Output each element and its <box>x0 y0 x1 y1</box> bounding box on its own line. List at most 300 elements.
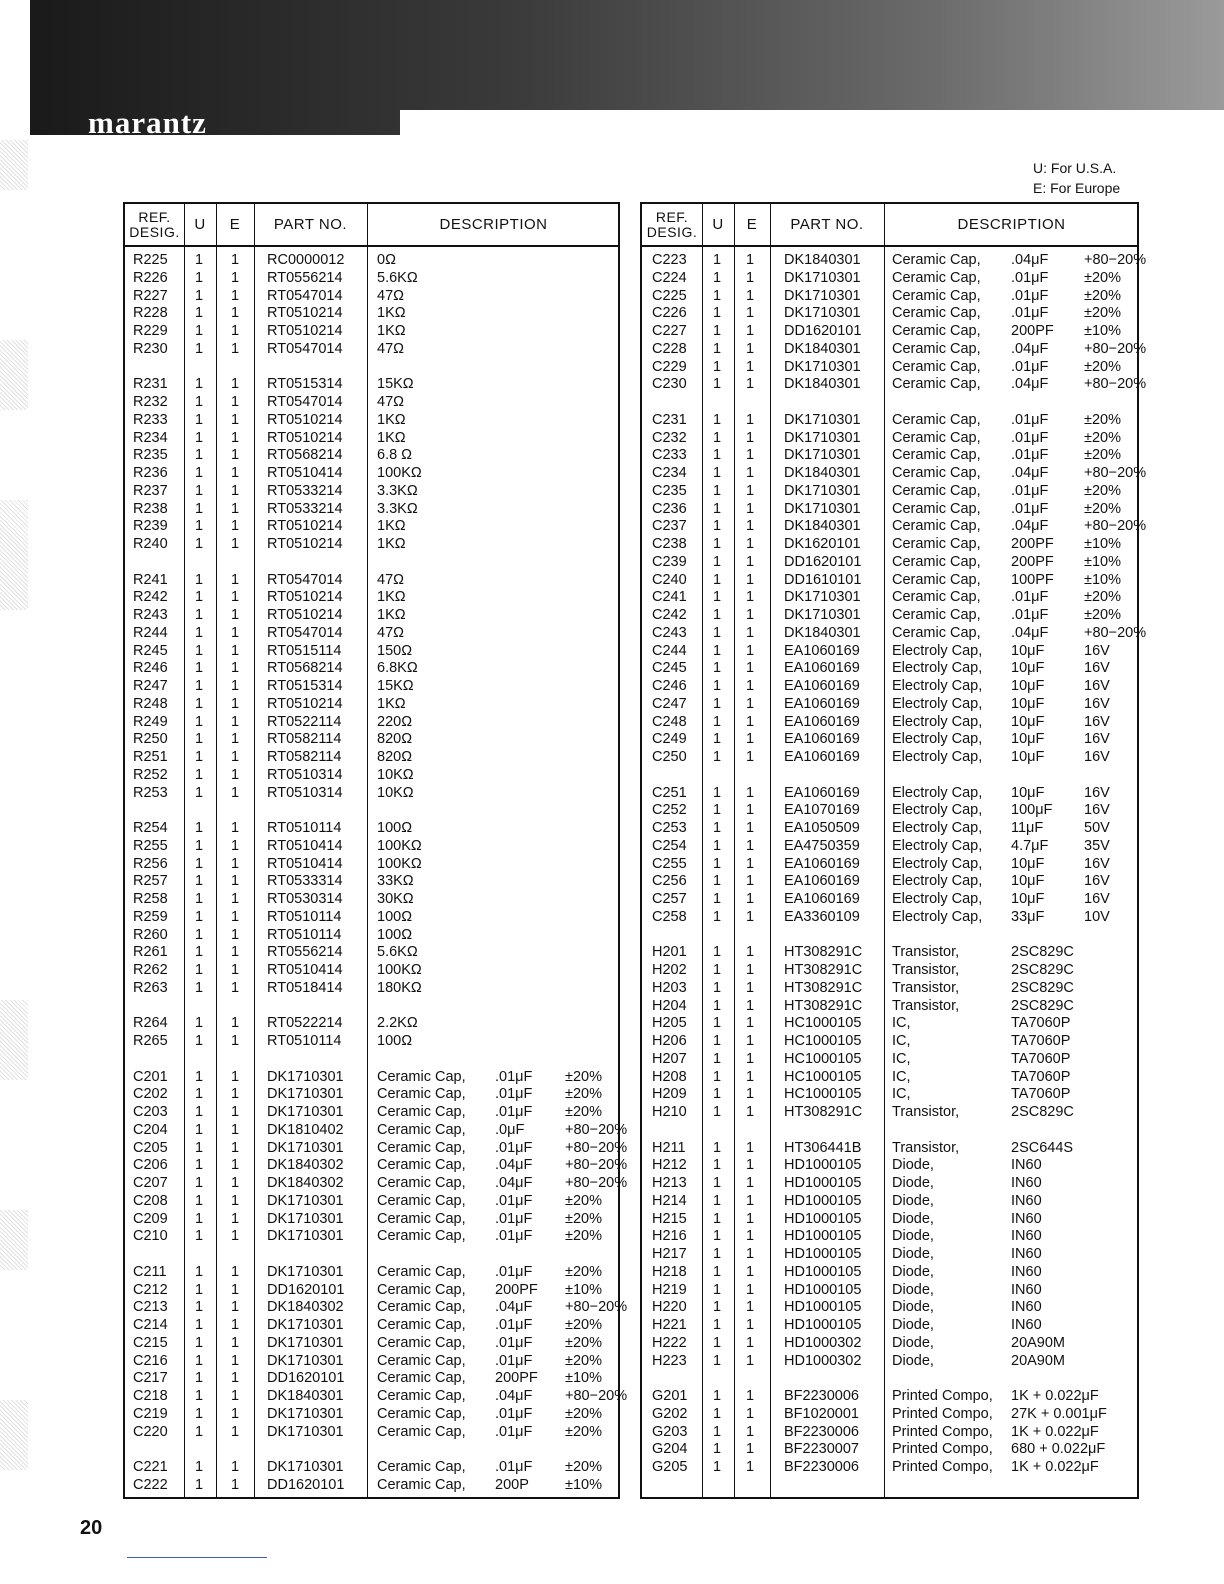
cell-ref-desig: R229 <box>133 323 168 339</box>
cell-value: .01μF <box>495 1210 533 1227</box>
cell-tolerance: 16V <box>1084 855 1110 872</box>
table-row <box>125 944 618 961</box>
cell-value: TA7060P <box>1011 1015 1071 1032</box>
cell-description: 1KΩ <box>377 589 406 606</box>
cell-ref-desig: C258 <box>652 908 687 925</box>
cell-description: 47Ω <box>377 394 404 410</box>
cell-value: .04μF <box>1011 624 1049 641</box>
cell-part-number: RT0518414 <box>267 979 343 996</box>
cell-ref-desig: C254 <box>652 837 687 854</box>
cell-qty-usa: 1 <box>195 1405 204 1422</box>
cell-qty-europe: 1 <box>746 1423 755 1440</box>
cell-qty-europe: 1 <box>746 269 755 286</box>
cell-qty-europe: 1 <box>746 678 755 694</box>
cell-part-number: RT0530314 <box>267 891 343 907</box>
cell-qty-usa: 1 <box>713 500 722 517</box>
cell-qty-europe: 1 <box>231 465 240 481</box>
cell-description: Ceramic Cap, <box>892 269 981 286</box>
cell-qty-usa: 1 <box>713 1405 722 1422</box>
cell-qty-europe: 1 <box>746 891 755 907</box>
cell-part-number: HC1000105 <box>784 1086 862 1103</box>
table-row <box>642 447 1137 464</box>
cell-value: 100μF <box>1011 802 1053 819</box>
cell-part-number: RT0515114 <box>267 642 342 659</box>
cell-part-number: HT306441B <box>784 1139 862 1156</box>
cell-qty-europe: 1 <box>231 323 240 339</box>
table-row <box>642 1015 1137 1032</box>
cell-ref-desig: H203 <box>652 979 687 996</box>
cell-tolerance: ±20% <box>1084 429 1121 446</box>
cell-tolerance: +80−20% <box>565 1121 628 1138</box>
table-row <box>642 1157 1137 1174</box>
table-row <box>125 270 618 287</box>
cell-qty-usa: 1 <box>713 447 722 464</box>
cell-description: 1KΩ <box>377 429 406 446</box>
cell-description: 33KΩ <box>377 873 414 890</box>
cell-part-number: RT0510214 <box>267 518 343 535</box>
cell-value: 200PF <box>1011 536 1054 552</box>
cell-description: 100KΩ <box>377 837 422 854</box>
cell-qty-usa: 1 <box>713 305 722 322</box>
cell-ref-desig: G205 <box>652 1459 688 1475</box>
cell-part-number: DK1710301 <box>267 1423 344 1440</box>
cell-ref-desig: R236 <box>133 465 168 481</box>
cell-ref-desig: R241 <box>133 571 168 588</box>
cell-ref-desig: C252 <box>652 802 687 819</box>
cell-ref-desig: R232 <box>133 394 168 410</box>
table-row <box>642 731 1137 748</box>
cell-description: Diode, <box>892 1228 934 1245</box>
cell-part-number: RT0582114 <box>267 731 342 748</box>
table-row <box>642 288 1137 305</box>
cell-description: 100KΩ <box>377 962 422 978</box>
cell-value: IN60 <box>1011 1246 1042 1262</box>
cell-description: Ceramic Cap, <box>377 1317 466 1333</box>
cell-description: Ceramic Cap, <box>892 607 981 623</box>
cell-part-number: DK1840301 <box>267 1388 344 1404</box>
cell-tolerance: 50V <box>1084 820 1110 836</box>
cell-ref-desig: H214 <box>652 1192 687 1209</box>
cell-ref-desig: C234 <box>652 465 687 481</box>
table-row <box>125 536 618 553</box>
cell-description: Electroly Cap, <box>892 820 983 836</box>
cell-tolerance: ±20% <box>565 1405 602 1422</box>
cell-qty-europe: 1 <box>746 1299 755 1316</box>
table-row <box>125 856 618 873</box>
table-row <box>125 643 618 660</box>
table-row <box>125 785 618 802</box>
cell-part-number: EA1060169 <box>784 678 860 694</box>
table-row <box>125 891 618 908</box>
cell-qty-usa: 1 <box>195 749 204 765</box>
cell-ref-desig: C227 <box>652 323 687 339</box>
cell-qty-europe: 1 <box>746 731 755 748</box>
cell-ref-desig: C202 <box>133 1086 168 1103</box>
table-row <box>642 1211 1137 1228</box>
cell-part-number: RT0510214 <box>267 411 343 428</box>
cell-qty-europe: 1 <box>231 766 240 783</box>
cell-part-number: DD1620101 <box>784 553 862 570</box>
cell-qty-usa: 1 <box>195 678 204 694</box>
cell-description: 2.2KΩ <box>377 1015 418 1032</box>
cell-qty-europe: 1 <box>231 518 240 535</box>
cell-value: IN60 <box>1011 1317 1042 1333</box>
cell-tolerance: ±10% <box>565 1476 602 1493</box>
cell-part-number: EA1060169 <box>784 891 860 907</box>
cell-qty-usa: 1 <box>195 1157 204 1174</box>
table-row <box>125 376 618 393</box>
cell-qty-europe: 1 <box>231 891 240 907</box>
cell-description: Ceramic Cap, <box>892 553 981 570</box>
cell-qty-usa: 1 <box>195 589 204 606</box>
cell-tolerance: 16V <box>1084 873 1110 890</box>
cell-qty-europe: 1 <box>746 500 755 517</box>
cell-tolerance: +80−20% <box>1084 376 1147 393</box>
cell-tolerance: +80−20% <box>565 1157 628 1174</box>
cell-description: 100KΩ <box>377 465 422 481</box>
cell-ref-desig: C250 <box>652 749 687 765</box>
cell-qty-usa: 1 <box>195 766 204 783</box>
cell-qty-usa: 1 <box>713 1388 722 1404</box>
table-row <box>125 394 618 411</box>
cell-qty-usa: 1 <box>713 1139 722 1156</box>
cell-qty-europe: 1 <box>746 1405 755 1422</box>
cell-part-number: DK1840301 <box>784 465 861 481</box>
table-row <box>125 625 618 642</box>
cell-part-number: RT0533314 <box>267 873 343 890</box>
cell-description: Ceramic Cap, <box>377 1210 466 1227</box>
table-row <box>125 1353 618 1370</box>
table-row <box>642 980 1137 997</box>
cell-tolerance: 10V <box>1084 908 1110 925</box>
cell-ref-desig: R251 <box>133 749 168 765</box>
cell-description: Ceramic Cap, <box>892 287 981 304</box>
cell-qty-usa: 1 <box>195 571 204 588</box>
cell-ref-desig: H212 <box>652 1157 687 1174</box>
cell-part-number: DK1710301 <box>267 1263 344 1280</box>
cell-qty-usa: 1 <box>195 1317 204 1333</box>
cell-part-number: DK1710301 <box>784 269 861 286</box>
cell-qty-europe: 1 <box>746 1192 755 1209</box>
cell-value: .01μF <box>1011 305 1049 322</box>
cell-tolerance: ±20% <box>565 1192 602 1209</box>
cell-description: 220Ω <box>377 713 413 730</box>
cell-tolerance: 16V <box>1084 891 1110 907</box>
cell-qty-europe: 1 <box>231 1192 240 1209</box>
cell-ref-desig: C243 <box>652 624 687 641</box>
cell-qty-usa: 1 <box>195 1104 204 1120</box>
table-row <box>642 483 1137 500</box>
cell-ref-desig: H209 <box>652 1086 687 1103</box>
cell-part-number: HD1000105 <box>784 1228 862 1245</box>
table-row <box>125 1424 618 1441</box>
cell-ref-desig: C230 <box>652 376 687 393</box>
cell-description: Transistor, <box>892 979 960 996</box>
table-row <box>642 891 1137 908</box>
cell-ref-desig: R260 <box>133 926 168 943</box>
cell-qty-usa: 1 <box>195 731 204 748</box>
cell-qty-europe: 1 <box>746 1033 755 1049</box>
cell-qty-usa: 1 <box>713 891 722 907</box>
cell-part-number: HD1000105 <box>784 1299 862 1316</box>
cell-part-number: RT0515314 <box>267 678 343 694</box>
cell-part-number: HD1000302 <box>784 1352 862 1369</box>
cell-description: Diode, <box>892 1210 934 1227</box>
cell-qty-europe: 1 <box>231 837 240 854</box>
cell-qty-europe: 1 <box>746 997 755 1014</box>
cell-tolerance: ±20% <box>1084 482 1121 499</box>
cell-part-number: RT0568214 <box>267 660 343 677</box>
cell-qty-usa: 1 <box>195 269 204 286</box>
cell-tolerance: 16V <box>1084 660 1110 677</box>
cell-ref-desig: R259 <box>133 908 168 925</box>
cell-ref-desig: C239 <box>652 553 687 570</box>
cell-qty-usa: 1 <box>195 820 204 836</box>
cell-description: Electroly Cap, <box>892 749 983 765</box>
cell-qty-usa: 1 <box>195 447 204 464</box>
cell-description: Printed Compo, <box>892 1388 993 1404</box>
cell-tolerance: +80−20% <box>565 1175 628 1191</box>
cell-tolerance: ±10% <box>1084 323 1121 339</box>
cell-part-number: RT0510414 <box>267 837 343 854</box>
cell-ref-desig: R258 <box>133 891 168 907</box>
cell-ref-desig: R253 <box>133 784 168 801</box>
cell-description: Ceramic Cap, <box>377 1388 466 1404</box>
cell-part-number: RT0515314 <box>267 376 343 393</box>
cell-qty-usa: 1 <box>713 518 722 535</box>
cell-ref-desig: C241 <box>652 589 687 606</box>
header-rule <box>125 245 618 247</box>
cell-part-number: DK1840302 <box>267 1175 344 1191</box>
cell-part-number: RT0547014 <box>267 340 343 357</box>
table-row <box>642 1086 1137 1103</box>
cell-qty-europe: 1 <box>746 1459 755 1475</box>
cell-part-number: HD1000105 <box>784 1246 862 1262</box>
cell-description: IC, <box>892 1015 911 1032</box>
cell-description: Diode, <box>892 1263 934 1280</box>
cell-value: IN60 <box>1011 1299 1042 1316</box>
cell-qty-europe: 1 <box>231 447 240 464</box>
cell-description: Ceramic Cap, <box>377 1299 466 1316</box>
cell-value: 1K + 0.022μF <box>1011 1459 1099 1475</box>
cell-qty-europe: 1 <box>231 873 240 890</box>
banner-cutout <box>400 110 1224 135</box>
cell-value: 2SC829C <box>1011 944 1074 961</box>
cell-qty-usa: 1 <box>713 713 722 730</box>
cell-qty-europe: 1 <box>231 1334 240 1351</box>
cell-qty-europe: 1 <box>746 376 755 393</box>
cell-value: .01μF <box>1011 358 1049 375</box>
table-row <box>642 873 1137 890</box>
cell-value: .01μF <box>1011 287 1049 304</box>
cell-qty-usa: 1 <box>195 465 204 481</box>
cell-description: Electroly Cap, <box>892 642 983 659</box>
cell-description: Ceramic Cap, <box>377 1192 466 1209</box>
cell-tolerance: 35V <box>1084 837 1110 854</box>
cell-tolerance: +80−20% <box>1084 340 1147 357</box>
cell-description: 5.6KΩ <box>377 944 418 961</box>
cell-qty-usa: 1 <box>713 358 722 375</box>
cell-qty-europe: 1 <box>746 979 755 996</box>
cell-qty-usa: 1 <box>713 802 722 819</box>
cell-description: Electroly Cap, <box>892 837 983 854</box>
cell-ref-desig: C249 <box>652 731 687 748</box>
cell-qty-usa: 1 <box>713 820 722 836</box>
cell-ref-desig: R262 <box>133 962 168 978</box>
cell-part-number: DK1710301 <box>784 429 861 446</box>
cell-description: 1KΩ <box>377 695 406 712</box>
cell-tolerance: ±10% <box>1084 571 1121 588</box>
cell-qty-usa: 1 <box>195 1423 204 1440</box>
table-row <box>642 1264 1137 1281</box>
cell-qty-europe: 1 <box>746 252 755 268</box>
table-row <box>125 341 618 358</box>
cell-part-number: DK1710301 <box>267 1210 344 1227</box>
cell-description: 1KΩ <box>377 518 406 535</box>
cell-part-number: EA4750359 <box>784 837 860 854</box>
table-row <box>125 820 618 837</box>
cell-description: 47Ω <box>377 571 404 588</box>
cell-qty-europe: 1 <box>231 287 240 304</box>
cell-tolerance: ±20% <box>1084 411 1121 428</box>
cell-ref-desig: R225 <box>133 252 168 268</box>
cell-qty-usa: 1 <box>195 376 204 393</box>
cell-description: 1KΩ <box>377 305 406 322</box>
cell-value: 200PF <box>1011 553 1054 570</box>
cell-description: Electroly Cap, <box>892 784 983 801</box>
cell-part-number: DK1710301 <box>784 607 861 623</box>
cell-ref-desig: R248 <box>133 695 168 712</box>
cell-value: .01μF <box>1011 607 1049 623</box>
cell-qty-usa: 1 <box>713 1459 722 1475</box>
cell-ref-desig: C248 <box>652 713 687 730</box>
table-row <box>125 323 618 340</box>
cell-value: .01μF <box>1011 589 1049 606</box>
cell-description: Ceramic Cap, <box>377 1459 466 1475</box>
cell-qty-usa: 1 <box>713 1015 722 1032</box>
cell-description: Transistor, <box>892 1139 960 1156</box>
cell-value: .04μF <box>1011 252 1049 268</box>
cell-ref-desig: H207 <box>652 1050 687 1067</box>
cell-description: 100Ω <box>377 908 413 925</box>
cell-qty-europe: 1 <box>746 1104 755 1120</box>
table-row <box>125 660 618 677</box>
cell-tolerance: ±20% <box>565 1334 602 1351</box>
cell-qty-europe: 1 <box>746 1068 755 1085</box>
cell-description: Ceramic Cap, <box>377 1423 466 1440</box>
cell-description: Electroly Cap, <box>892 660 983 677</box>
cell-part-number: DK1710301 <box>784 411 861 428</box>
table-row <box>642 607 1137 624</box>
cell-description: Diode, <box>892 1281 934 1298</box>
cell-part-number: RT0522114 <box>267 713 342 730</box>
cell-part-number: DK1710301 <box>267 1228 344 1245</box>
cell-qty-europe: 1 <box>231 1352 240 1369</box>
cell-part-number: DK1810402 <box>267 1121 344 1138</box>
cell-qty-usa: 1 <box>195 1263 204 1280</box>
cell-ref-desig: G203 <box>652 1423 688 1440</box>
cell-description: Electroly Cap, <box>892 802 983 819</box>
cell-qty-europe: 1 <box>231 642 240 659</box>
cell-description: Ceramic Cap, <box>892 305 981 322</box>
cell-tolerance: ±20% <box>565 1352 602 1369</box>
cell-ref-desig: H222 <box>652 1334 687 1351</box>
cell-qty-europe: 1 <box>231 731 240 748</box>
cell-qty-europe: 1 <box>231 607 240 623</box>
cell-ref-desig: C244 <box>652 642 687 659</box>
cell-qty-usa: 1 <box>713 908 722 925</box>
cell-part-number: DK1840302 <box>267 1157 344 1174</box>
cell-ref-desig: C218 <box>133 1388 168 1404</box>
cell-part-number: RT0510114 <box>267 1033 342 1049</box>
cell-ref-desig: H204 <box>652 997 687 1014</box>
cell-qty-usa: 1 <box>195 1068 204 1085</box>
table-row <box>642 1051 1137 1068</box>
table-row <box>125 1370 618 1387</box>
cell-qty-europe: 1 <box>231 908 240 925</box>
cell-value: 2SC829C <box>1011 997 1074 1014</box>
cell-ref-desig: H223 <box>652 1352 687 1369</box>
cell-part-number: RT0510114 <box>267 926 342 943</box>
cell-ref-desig: R227 <box>133 287 168 304</box>
cell-qty-usa: 1 <box>195 873 204 890</box>
cell-part-number: DK1710301 <box>267 1068 344 1085</box>
cell-qty-europe: 1 <box>746 1175 755 1191</box>
cell-qty-europe: 1 <box>746 1317 755 1333</box>
table-row <box>125 714 618 731</box>
cell-description: Ceramic Cap, <box>892 536 981 552</box>
cell-tolerance: ±20% <box>565 1104 602 1120</box>
cell-tolerance: ±20% <box>1084 447 1121 464</box>
cell-ref-desig: C229 <box>652 358 687 375</box>
cell-qty-europe: 1 <box>746 358 755 375</box>
cell-part-number: EA1060169 <box>784 660 860 677</box>
header-e: E <box>229 216 241 233</box>
cell-value: 20A90M <box>1011 1334 1066 1351</box>
table-row <box>125 430 618 447</box>
cell-qty-europe: 1 <box>231 784 240 801</box>
cell-qty-usa: 1 <box>713 1441 722 1458</box>
cell-part-number: EA1060169 <box>784 873 860 890</box>
header-part-no: PART NO. <box>273 216 348 233</box>
table-row <box>125 1335 618 1352</box>
cell-tolerance: ±20% <box>1084 358 1121 375</box>
cell-ref-desig: R257 <box>133 873 168 890</box>
cell-ref-desig: R239 <box>133 518 168 535</box>
cell-description: 5.6KΩ <box>377 269 418 286</box>
cell-qty-europe: 1 <box>746 695 755 712</box>
cell-qty-usa: 1 <box>195 1192 204 1209</box>
table-row <box>642 465 1147 482</box>
header-ref-desig: REF. DESIG. <box>129 208 180 240</box>
cell-qty-europe: 1 <box>231 713 240 730</box>
table-row <box>642 1069 1137 1086</box>
cell-description: 0Ω <box>377 252 396 268</box>
table-row <box>642 572 1137 589</box>
cell-qty-usa: 1 <box>195 962 204 978</box>
cell-value: 200P <box>495 1476 529 1493</box>
cell-part-number: DK1710301 <box>267 1459 344 1475</box>
cell-qty-usa: 1 <box>195 1476 204 1493</box>
cell-qty-europe: 1 <box>746 1139 755 1156</box>
cell-qty-europe: 1 <box>231 1476 240 1493</box>
cell-part-number: RT0522214 <box>267 1015 343 1032</box>
table-row <box>125 1139 628 1157</box>
cell-description: Diode, <box>892 1299 934 1316</box>
cell-qty-europe: 1 <box>746 1157 755 1174</box>
scan-edge-noise <box>0 1000 28 1080</box>
cell-tolerance: ±10% <box>1084 553 1121 570</box>
